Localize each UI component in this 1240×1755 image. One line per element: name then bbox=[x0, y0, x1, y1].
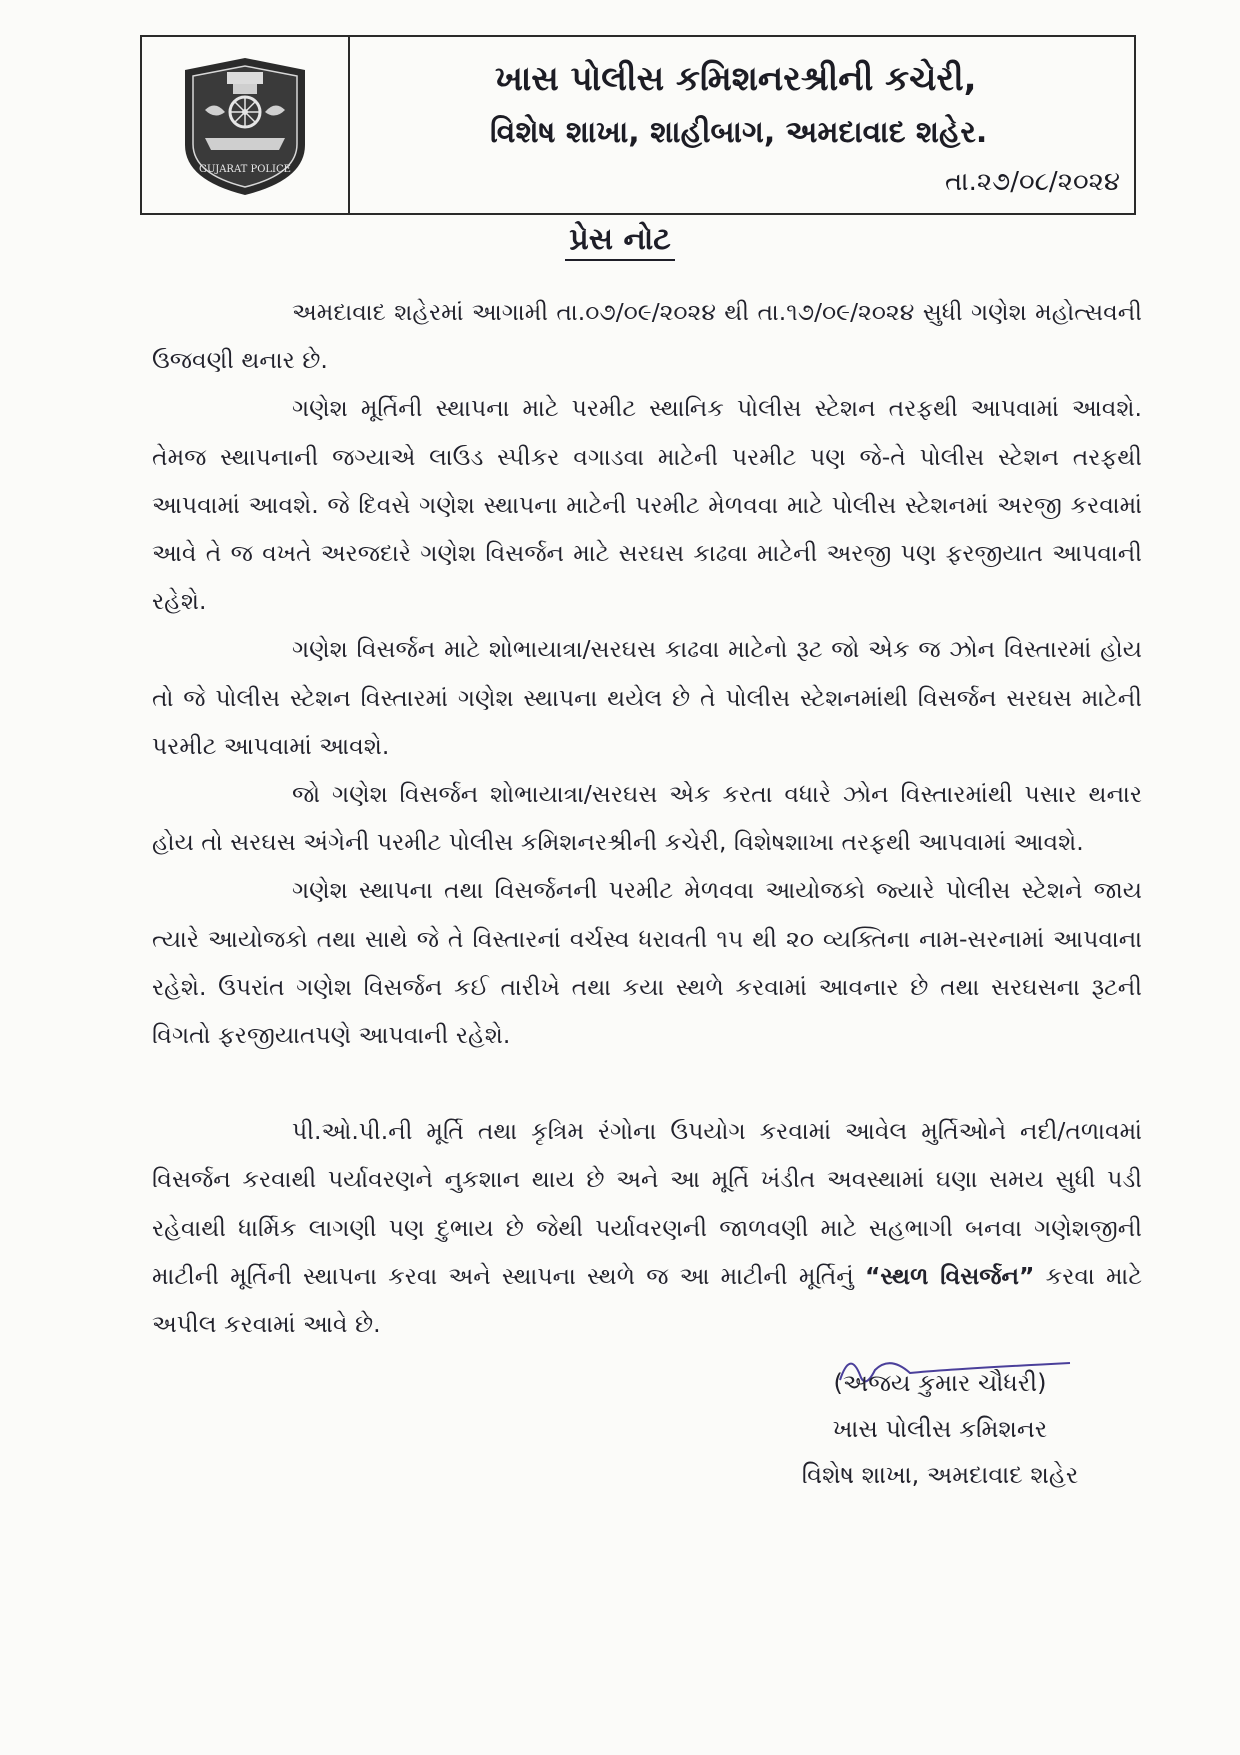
paragraph-6-start: પી.ઓ.પી.ની મૂર્તિ તથા કૃત્રિમ રંગોના ઉપયોગ કરવામાં આવેલ મુર્તિઓને નદી/તળાવમાં વિસર્જન કરવાથી પર્યાવરણને નુકશાન થાય છે અને આ મૂર્તિ ખંડીત અવસ્થામાં ઘણા સમય સુધી પડી રહેવાથી ધાર્મિક લાગણી પણ દુભાય છે જેથી પર્યાવરણની જાળવણી માટે સહભાગી બનવા ગણેશજીની માટીની મૂર્તિની સ્થાપના કરવા અને સ્થાપના સ્થળે જ આ માટીની મૂર્તિનું bbox=[152, 1117, 1142, 1290]
paragraph-1: અમદાવાદ શહેરમાં આગામી તા.૦૭/૦૯/૨૦૨૪ થી તા.૧૭/૦૯/૨૦૨૪ સુધી ગણેશ મહોત્સવની ઉજવણી થનાર છે. bbox=[152, 298, 1142, 375]
signature-block bbox=[760, 1360, 1120, 1498]
paragraph-6 bbox=[152, 1107, 1142, 1348]
paragraph-4: જો ગણેશ વિસર્જન શોભાયાત્રા/સરઘસ એક કરતા વધારે ઝોન વિસ્તારમાંથી પસાર થનાર હોય તો સરઘસ અંગેની પરમીટ પોલીસ કમિશનરશ્રીની કચેરી, વિશેષશાખા તરફથી આપવામાં આવશે. bbox=[152, 780, 1142, 857]
press-note-heading bbox=[0, 222, 1240, 257]
press-note-body bbox=[152, 288, 1142, 1348]
signatory-name: (અજય કુમાર ચૌધરી) bbox=[833, 1369, 1047, 1397]
press-note-title: પ્રેસ નોટ bbox=[565, 222, 675, 261]
letter-date: તા.૨૭/૦૮/૨૦૨૪ bbox=[945, 167, 1120, 197]
logo-cell bbox=[142, 37, 350, 213]
paragraph-3: ગણેશ વિસર્જન માટે શોભાયાત્રા/સરઘસ કાઢવા માટેનો રૂટ જો એક જ ઝોન વિસ્તારમાં હોય તો જે પોલીસ સ્ટેશન વિસ્તારમાં ગણેશ સ્થાપના થયેલ છે તે પોલીસ સ્ટેશનમાંથી વિસર્જન સરઘસ માટેની પરમીટ આપવામાં આવશે. bbox=[152, 635, 1142, 760]
paragraph-5: ગણેશ સ્થાપના તથા વિસર્જનની પરમીટ મેળવવા આયોજકો જ્યારે પોલીસ સ્ટેશને જાય ત્યારે આયોજકો તથા સાથે જે તે વિસ્તારનાં વર્ચસ્વ ધરાવતી ૧૫ થી ૨૦ વ્યક્તિના નામ-સરનામાં આપવાના રહેશે. ઉપરાંત ગણેશ વિસર્જન કઈ તારીખે તથા કયા સ્થળે કરવામાં આવનાર છે તથા સરઘસના રૂટની વિગતો ફરજીયાતપણે આપવાની રહેશે. bbox=[152, 876, 1142, 1050]
letterhead bbox=[140, 35, 1136, 215]
emblem-text: GUJARAT POLICE bbox=[199, 164, 291, 175]
signatory-branch: વિશેષ શાખા, અમદાવાદ શહેર bbox=[801, 1461, 1079, 1489]
office-name: ખાસ પોલીસ કમિશનરશ્રીની કચેરી, bbox=[495, 59, 977, 99]
office-address: વિશેષ શાખા, શાહીબાગ, અમદાવાદ શહેર. bbox=[490, 115, 988, 150]
title-cell bbox=[350, 37, 1134, 213]
gujarat-police-emblem-icon bbox=[175, 50, 315, 200]
paragraph-2: ગણેશ મૂર્તિની સ્થાપના માટે પરમીટ સ્થાનિક પોલીસ સ્ટેશન તરફથી આપવામાં આવશે. તેમજ સ્થાપનાની જગ્યાએ લાઉડ સ્પીકર વગાડવા માટેની પરમીટ પણ જે-તે પોલીસ સ્ટેશન તરફથી આપવામાં આવશે. જે દિવસે ગણેશ સ્થાપના માટેની પરમીટ મેળવવા માટે પોલીસ સ્ટેશનમાં અરજી કરવામાં આવે તે જ વખતે અરજદારે ગણેશ વિસર્જન માટે સરઘસ કાઢવા માટેની અરજી પણ ફરજીયાત આપવાની રહેશે. bbox=[152, 394, 1142, 616]
paragraph-6-end: કરવા માટે અપીલ કરવામાં આવે છે. bbox=[152, 1261, 1142, 1339]
paragraph-6-emphasis: “સ્થળ વિસર્જન” bbox=[864, 1261, 1035, 1290]
signatory-designation: ખાસ પોલીસ કમિશનર bbox=[832, 1415, 1048, 1443]
